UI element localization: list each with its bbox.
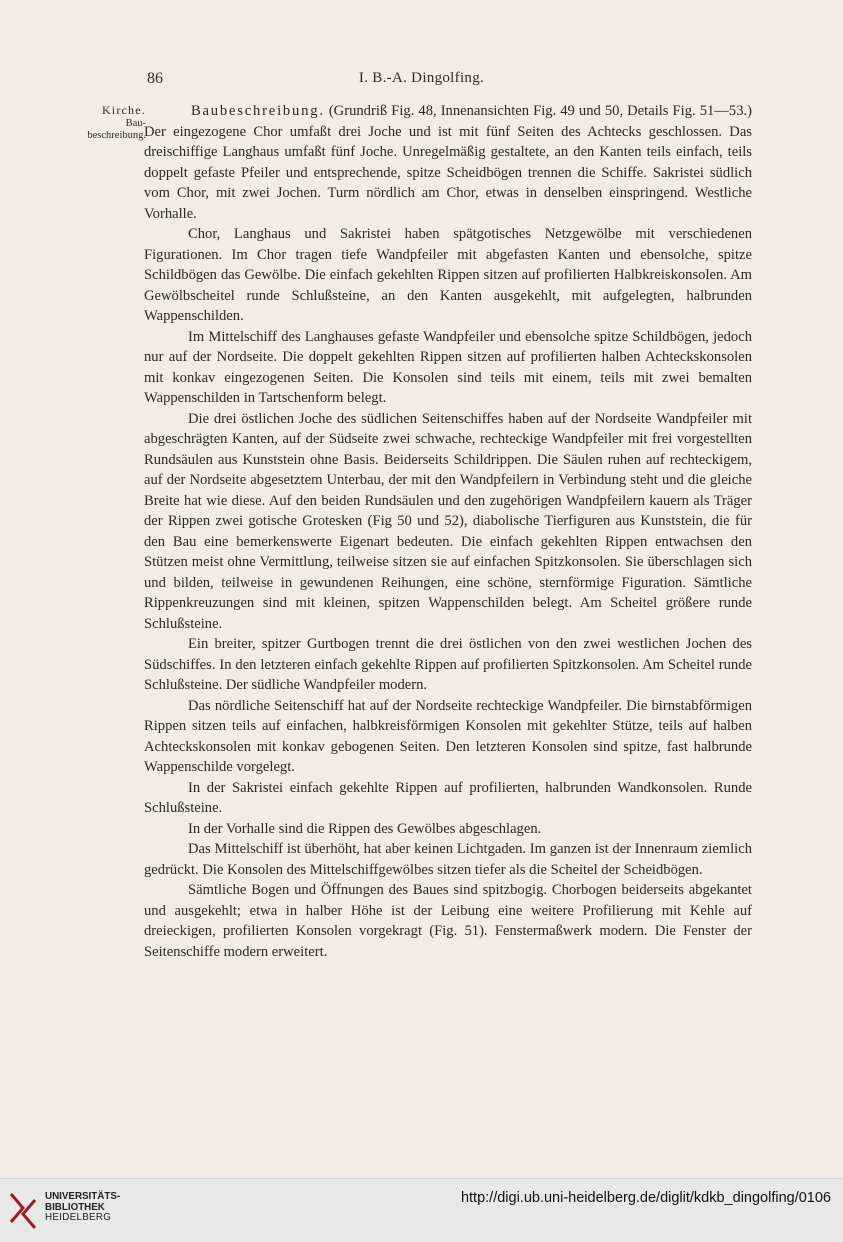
margin-note-line1: Kirche. <box>101 103 146 117</box>
body-text <box>144 101 752 962</box>
running-title: I. B.-A. Dingolfing. <box>358 70 485 86</box>
source-url-link[interactable]: http://digi.ub.uni-heidelberg.de/diglit/kdkb_dingolfing/0106 <box>460 1190 831 1206</box>
paragraph-2: Chor, Langhaus und Sakristei haben spätgotisches Netzgewölbe mit verschiedenen Figurationen. Im Chor tragen tiefe Wandpfeiler mit abgefasten Kanten und ebensolche, spitze Schildbögen das Gewölbe. Die einfach gekehlten Rippen sitzen auf profilierten Halbkreiskonsolen. Am Gewölbscheitel runde Schlußsteine, an den Kanten ausgekehlt, mit aufgelegten, halbrunden Wappenschilden. <box>144 226 752 324</box>
library-name-line3: HEIDELBERG <box>45 1212 112 1223</box>
library-name <box>45 1192 120 1224</box>
paragraph-1 <box>144 101 752 224</box>
margin-note <box>84 104 146 142</box>
paragraph-6: Das nördliche Seitenschiff hat auf der Nordseite rechteckige Wandpfeiler. Die birnstabförmigen Rippen sitzen teils auf einfachen, halbkreisförmigen Konsolen mit gekehlter Stütze, teils auf halben Achteckskonsolen mit konkav gebogenen Seiten. Den letzteren Konsolen sind spitze, fast halbrunde Wappenschilde vorgelegt. <box>144 697 752 775</box>
paragraph-5: Ein breiter, spitzer Gurtbogen trennt die drei östlichen von den zwei westlichen Jochen des Südschiffes. In den letzteren einfach gekehlte Rippen auf profilierten Spitzkonsolen. Am Scheitel runde Schlußsteine. Der südliche Wandpfeiler modern. <box>144 636 752 693</box>
library-name-line2: BIBLIOTHEK <box>45 1201 105 1213</box>
paragraph-9: Das Mittelschiff ist überhöht, hat aber keinen Lichtgaden. Im ganzen ist der Innenraum ziemlich gedrückt. Die Konsolen des Mittelschiffgewölbes sitzen tiefer als die Scheitel der Scheidbögen. <box>144 841 752 878</box>
library-name-line1: UNIVERSITÄTS- <box>45 1191 121 1202</box>
logo-mark <box>11 1194 35 1228</box>
paragraph-7: In der Sakristei einfach gekehlte Rippen auf profilierten, halbrunden Wandkonsolen. Runde Schlußsteine. <box>144 779 752 816</box>
section-heading: Baubeschreibung. <box>191 103 325 119</box>
paragraph-8: In der Vorhalle sind die Rippen des Gewölbes abgeschlagen. <box>188 820 542 837</box>
paragraph-1-text: (Grundriß Fig. 48, Innenansichten Fig. 49 und 50, Details Fig. 51—53.) Der eingezogene Chor umfaßt drei Joche und ist mit fünf Seiten des Achtecks geschlossen. Das dreischiffige Langhaus umfaßt fünf Joche. Unregelmäßig gestaltete, an den Kanten teils einfach, teils doppelt gefaste Pfeiler und entsprechende, spitze Scheidbögen trennen die Schiffe. Sakristei südlich vom Chor, mit zwei Jochen. Turm nördlich am Chor, etwas in denselben einspringend. Westliche Vorhalle. <box>144 103 752 222</box>
paragraph-10: Sämtliche Bogen und Öffnungen des Baues sind spitzbogig. Chorbogen beiderseits abgekantet und ausgekehlt; etwa in halber Höhe ist der Leibung eine weitere Profilierung mit Kehle auf dreieckigen, profilierten Konsolen vorgekragt (Fig. 51). Fenstermaßwerk modern. Die Fenster der Seitenschiffe modern erweitert. <box>144 882 752 960</box>
paragraph-4: Die drei östlichen Joche des südlichen Seitenschiffes haben auf der Nordseite Wandpfeiler mit abgeschrägten Kanten, auf der Südseite zwei schwache, rechteckige Wandpfeiler mit frei vorgestellten Rundsäulen aus Kunststein ohne Basis. Beiderseits Schildrippen. Die Säulen ruhen auf rechteckigem, auf der Nordseite abgesetztem Unterbau, der mit den Wandpfeilern in Verbindung steht und die gleiche Breite hat wie diese. Auf den beiden Rundsäulen und den zugehörigen Wandpfeilern kauern als Träger der Rippen zwei gotische Grotesken (Fig 50 und 52), diabolische Tierfiguren aus Kunststein, die für den Bau eine bemerkenswerte Eigenart bedeuten. Die einfach gekehlten Rippen entwachsen den Stützen meist ohne Vermittlung, teilweise sitzen sie auf einfachen Spitzkonsolen. Sie überschlagen sich und bilden, teilweise in gewundenen Reihungen, eine schöne, sternförmige Figuration. Sämtliche Rippenkreuzungen sind mit kleinen, spitzen Wappenschilden belegt. Am Scheitel größere runde Schlußsteine. <box>144 410 752 632</box>
paragraph-3: Im Mittelschiff des Langhauses gefaste Wandpfeiler und ebensolche spitze Schildbögen, jedoch nur auf der Nordseite. Die doppelt gekehlten Rippen sitzen auf profilierten halben Achteckskonsolen mit konkav eingezogenen Seiten. Die Konsolen sind teils mit einem, teils mit zwei bemalten Wappenschilden in Tartschenform belegt. <box>144 328 752 406</box>
university-logo-icon <box>9 1190 37 1232</box>
footer-bar <box>0 1178 843 1242</box>
page-number: 86 <box>147 70 163 87</box>
page-header <box>0 70 843 92</box>
margin-note-line2: Bau- <box>125 118 146 129</box>
margin-note-line3: beschreibung. <box>87 130 146 141</box>
